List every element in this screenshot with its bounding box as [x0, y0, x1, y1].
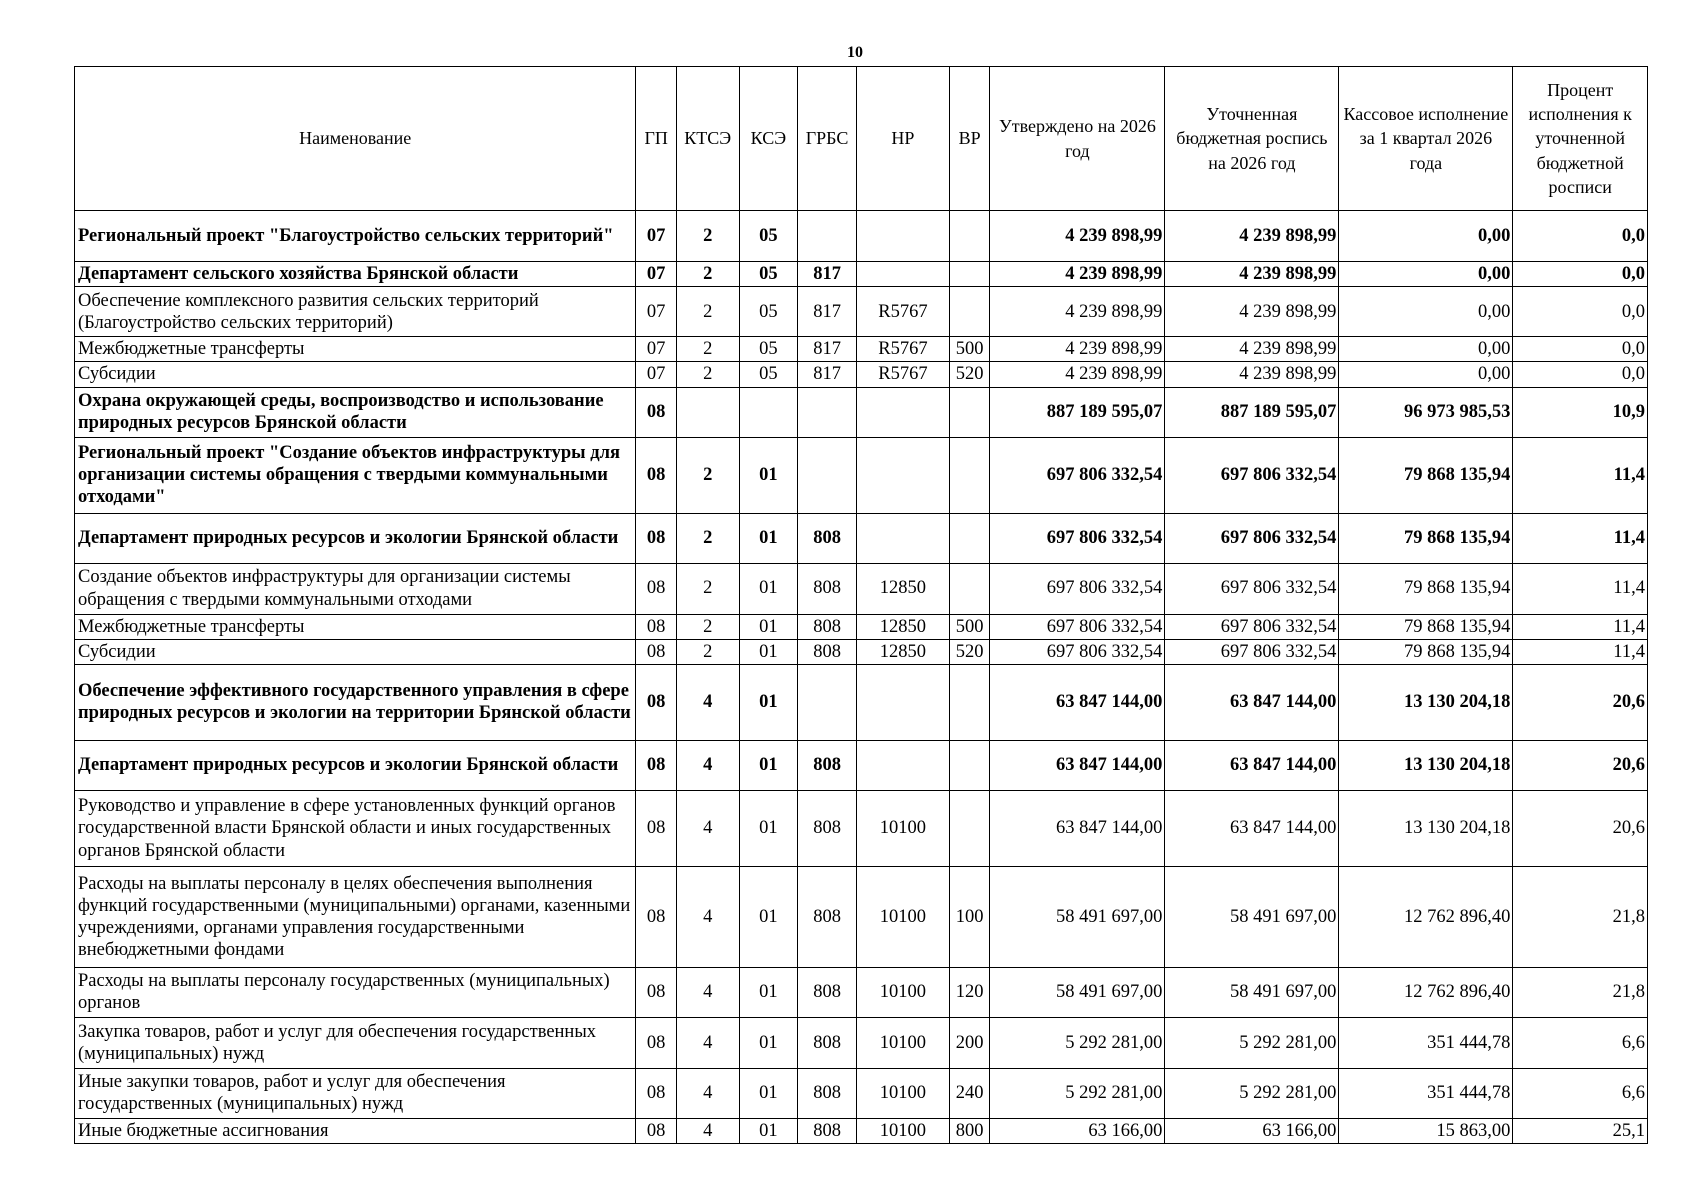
cell-kse: 01: [739, 513, 798, 563]
cell-percent: 11,4: [1513, 437, 1648, 513]
cell-grbs: 808: [798, 513, 857, 563]
cell-ktse: 2: [676, 639, 739, 664]
page-number: 10: [847, 44, 863, 61]
cell-ktse: [676, 387, 739, 437]
cell-name: Расходы на выплаты персоналу государственных (муниципальных) органов: [75, 967, 636, 1017]
cell-refined: 4 239 898,99: [1165, 262, 1339, 287]
cell-kse: 05: [739, 362, 798, 387]
table-row: [75, 740, 1648, 790]
cell-kse: 01: [739, 563, 798, 614]
cell-name: Департамент природных ресурсов и экологии Брянской области: [75, 740, 636, 790]
cell-kse: 01: [739, 866, 798, 967]
cell-approved: 5 292 281,00: [990, 1017, 1165, 1068]
cell-approved: 4 239 898,99: [990, 362, 1165, 387]
cell-nr: 10100: [856, 866, 949, 967]
cell-ktse: 2: [676, 614, 739, 639]
cell-gp: 08: [636, 387, 676, 437]
cell-nr: 10100: [856, 967, 949, 1017]
header-percent: Процент исполнения к уточненной бюджетной росписи: [1513, 67, 1648, 211]
cell-nr: R5767: [856, 287, 949, 337]
cell-approved: 697 806 332,54: [990, 513, 1165, 563]
cell-refined: 697 806 332,54: [1165, 563, 1339, 614]
cell-grbs: 808: [798, 614, 857, 639]
cell-ktse: 2: [676, 362, 739, 387]
cell-refined: 63 847 144,00: [1165, 740, 1339, 790]
cell-ktse: 4: [676, 790, 739, 866]
cell-nr: R5767: [856, 362, 949, 387]
table-row: [75, 1118, 1648, 1143]
cell-grbs: [798, 664, 857, 740]
cell-nr: R5767: [856, 337, 949, 362]
table-row: [75, 639, 1648, 664]
cell-grbs: 808: [798, 866, 857, 967]
cell-refined: 4 239 898,99: [1165, 211, 1339, 262]
cell-gp: 08: [636, 1068, 676, 1118]
cell-vr: [949, 287, 989, 337]
cell-cash: 0,00: [1339, 362, 1513, 387]
cell-name: Департамент природных ресурсов и экологии Брянской области: [75, 513, 636, 563]
budget-table: [74, 66, 1648, 1144]
table-row: [75, 262, 1648, 287]
cell-grbs: 808: [798, 1017, 857, 1068]
cell-approved: 63 166,00: [990, 1118, 1165, 1143]
cell-percent: 0,0: [1513, 362, 1648, 387]
cell-kse: 01: [739, 1068, 798, 1118]
table-row: [75, 967, 1648, 1017]
cell-vr: 520: [949, 639, 989, 664]
cell-vr: 800: [949, 1118, 989, 1143]
cell-nr: [856, 664, 949, 740]
cell-percent: 0,0: [1513, 262, 1648, 287]
cell-ktse: 2: [676, 211, 739, 262]
cell-grbs: 808: [798, 1118, 857, 1143]
header-cash: Кассовое исполнение за 1 квартал 2026 года: [1339, 67, 1513, 211]
cell-gp: 08: [636, 614, 676, 639]
cell-kse: 01: [739, 1017, 798, 1068]
cell-grbs: 817: [798, 262, 857, 287]
cell-name: Расходы на выплаты персоналу в целях обеспечения выполнения функций государственными (муниципальными) органами, казенными учреждениями, органами управления государственными внебюджетными фондами: [75, 866, 636, 967]
cell-nr: 10100: [856, 790, 949, 866]
cell-refined: 5 292 281,00: [1165, 1068, 1339, 1118]
cell-gp: 07: [636, 211, 676, 262]
cell-kse: 01: [739, 967, 798, 1017]
cell-nr: 10100: [856, 1017, 949, 1068]
cell-approved: 58 491 697,00: [990, 866, 1165, 967]
cell-gp: 08: [636, 866, 676, 967]
cell-percent: 11,4: [1513, 614, 1648, 639]
cell-ktse: 4: [676, 1017, 739, 1068]
cell-kse: 05: [739, 287, 798, 337]
cell-refined: 4 239 898,99: [1165, 287, 1339, 337]
cell-cash: 351 444,78: [1339, 1068, 1513, 1118]
cell-refined: 58 491 697,00: [1165, 866, 1339, 967]
table-row: [75, 437, 1648, 513]
header-gp: ГП: [636, 67, 676, 211]
cell-percent: 6,6: [1513, 1017, 1648, 1068]
table-row: [75, 1068, 1648, 1118]
cell-name: Охрана окружающей среды, воспроизводство и использование природных ресурсов Брянской области: [75, 387, 636, 437]
cell-percent: 21,8: [1513, 866, 1648, 967]
cell-vr: [949, 513, 989, 563]
cell-vr: [949, 790, 989, 866]
cell-cash: 13 130 204,18: [1339, 740, 1513, 790]
cell-cash: 15 863,00: [1339, 1118, 1513, 1143]
table-row: [75, 1017, 1648, 1068]
cell-ktse: 2: [676, 287, 739, 337]
cell-gp: 08: [636, 1017, 676, 1068]
cell-name: Обеспечение эффективного государственного управления в сфере природных ресурсов и экологии на территории Брянской области: [75, 664, 636, 740]
table-row: [75, 287, 1648, 337]
cell-percent: 20,6: [1513, 790, 1648, 866]
cell-name: Межбюджетные трансферты: [75, 614, 636, 639]
cell-ktse: 4: [676, 967, 739, 1017]
cell-kse: 01: [739, 790, 798, 866]
cell-grbs: [798, 437, 857, 513]
cell-gp: 07: [636, 362, 676, 387]
cell-refined: 887 189 595,07: [1165, 387, 1339, 437]
cell-gp: 08: [636, 740, 676, 790]
cell-nr: [856, 437, 949, 513]
cell-grbs: [798, 387, 857, 437]
cell-kse: 01: [739, 740, 798, 790]
header-ktse: КТСЭ: [676, 67, 739, 211]
table-row: [75, 387, 1648, 437]
cell-approved: 4 239 898,99: [990, 262, 1165, 287]
cell-nr: [856, 513, 949, 563]
cell-vr: 500: [949, 337, 989, 362]
cell-refined: 63 847 144,00: [1165, 790, 1339, 866]
cell-refined: 5 292 281,00: [1165, 1017, 1339, 1068]
cell-refined: 63 166,00: [1165, 1118, 1339, 1143]
cell-cash: 79 868 135,94: [1339, 639, 1513, 664]
cell-grbs: 817: [798, 362, 857, 387]
cell-approved: 697 806 332,54: [990, 614, 1165, 639]
cell-name: Региональный проект "Создание объектов инфраструктуры для организации системы обращения с твердыми коммунальными отходами": [75, 437, 636, 513]
cell-vr: [949, 740, 989, 790]
cell-percent: 10,9: [1513, 387, 1648, 437]
cell-percent: 25,1: [1513, 1118, 1648, 1143]
cell-percent: 20,6: [1513, 664, 1648, 740]
cell-refined: 4 239 898,99: [1165, 362, 1339, 387]
cell-kse: 05: [739, 211, 798, 262]
cell-kse: 01: [739, 437, 798, 513]
cell-cash: 13 130 204,18: [1339, 664, 1513, 740]
cell-ktse: 4: [676, 740, 739, 790]
header-name: Наименование: [75, 67, 636, 211]
cell-grbs: 808: [798, 639, 857, 664]
cell-grbs: 817: [798, 337, 857, 362]
cell-cash: 13 130 204,18: [1339, 790, 1513, 866]
cell-vr: 100: [949, 866, 989, 967]
header-kse: КСЭ: [739, 67, 798, 211]
cell-grbs: [798, 211, 857, 262]
cell-vr: [949, 563, 989, 614]
cell-nr: 12850: [856, 563, 949, 614]
cell-refined: 697 806 332,54: [1165, 513, 1339, 563]
cell-nr: 10100: [856, 1068, 949, 1118]
cell-name: Руководство и управление в сфере установленных функций органов государственной власти Брянской области и иных государственных органов Брянской области: [75, 790, 636, 866]
table-row: [75, 513, 1648, 563]
header-refined: Уточненная бюджетная роспись на 2026 год: [1165, 67, 1339, 211]
cell-gp: 08: [636, 967, 676, 1017]
cell-ktse: 2: [676, 513, 739, 563]
cell-vr: 500: [949, 614, 989, 639]
cell-gp: 08: [636, 790, 676, 866]
cell-ktse: 2: [676, 262, 739, 287]
cell-grbs: 808: [798, 563, 857, 614]
cell-kse: 05: [739, 337, 798, 362]
cell-gp: 08: [636, 1118, 676, 1143]
cell-cash: 12 762 896,40: [1339, 967, 1513, 1017]
cell-percent: 0,0: [1513, 211, 1648, 262]
cell-nr: 10100: [856, 1118, 949, 1143]
cell-ktse: 2: [676, 563, 739, 614]
cell-percent: 11,4: [1513, 639, 1648, 664]
cell-cash: 79 868 135,94: [1339, 437, 1513, 513]
header-vr: ВР: [949, 67, 989, 211]
cell-gp: 08: [636, 664, 676, 740]
cell-cash: 351 444,78: [1339, 1017, 1513, 1068]
cell-gp: 08: [636, 437, 676, 513]
cell-nr: 12850: [856, 614, 949, 639]
cell-percent: 11,4: [1513, 563, 1648, 614]
cell-vr: [949, 387, 989, 437]
cell-grbs: 808: [798, 740, 857, 790]
cell-name: Иные закупки товаров, работ и услуг для обеспечения государственных (муниципальных) нужд: [75, 1068, 636, 1118]
table-row: [75, 664, 1648, 740]
table-header-row: [75, 67, 1648, 211]
cell-name: Субсидии: [75, 362, 636, 387]
cell-kse: 01: [739, 664, 798, 740]
cell-approved: 697 806 332,54: [990, 639, 1165, 664]
cell-ktse: 4: [676, 866, 739, 967]
cell-vr: 520: [949, 362, 989, 387]
cell-approved: 63 847 144,00: [990, 790, 1165, 866]
cell-gp: 08: [636, 639, 676, 664]
cell-ktse: 4: [676, 1118, 739, 1143]
cell-name: Обеспечение комплексного развития сельских территорий (Благоустройство сельских территорий): [75, 287, 636, 337]
cell-name: Межбюджетные трансферты: [75, 337, 636, 362]
cell-cash: 79 868 135,94: [1339, 563, 1513, 614]
table-row: [75, 337, 1648, 362]
cell-cash: 0,00: [1339, 211, 1513, 262]
cell-percent: 11,4: [1513, 513, 1648, 563]
cell-approved: 697 806 332,54: [990, 437, 1165, 513]
cell-approved: 887 189 595,07: [990, 387, 1165, 437]
cell-cash: 12 762 896,40: [1339, 866, 1513, 967]
cell-refined: 63 847 144,00: [1165, 664, 1339, 740]
cell-cash: 0,00: [1339, 287, 1513, 337]
cell-kse: [739, 387, 798, 437]
cell-gp: 07: [636, 262, 676, 287]
cell-vr: [949, 437, 989, 513]
cell-cash: 79 868 135,94: [1339, 513, 1513, 563]
cell-gp: 07: [636, 337, 676, 362]
cell-refined: 697 806 332,54: [1165, 614, 1339, 639]
cell-percent: 6,6: [1513, 1068, 1648, 1118]
cell-refined: 697 806 332,54: [1165, 437, 1339, 513]
cell-cash: 0,00: [1339, 337, 1513, 362]
cell-refined: 58 491 697,00: [1165, 967, 1339, 1017]
cell-percent: 21,8: [1513, 967, 1648, 1017]
cell-ktse: 4: [676, 1068, 739, 1118]
cell-approved: 4 239 898,99: [990, 211, 1165, 262]
cell-grbs: 808: [798, 967, 857, 1017]
cell-nr: [856, 262, 949, 287]
cell-approved: 4 239 898,99: [990, 337, 1165, 362]
cell-name: Субсидии: [75, 639, 636, 664]
cell-approved: 63 847 144,00: [990, 740, 1165, 790]
cell-vr: 200: [949, 1017, 989, 1068]
cell-kse: 01: [739, 1118, 798, 1143]
cell-kse: 01: [739, 614, 798, 639]
cell-kse: 05: [739, 262, 798, 287]
cell-nr: [856, 211, 949, 262]
cell-vr: [949, 262, 989, 287]
cell-nr: [856, 740, 949, 790]
table-row: [75, 866, 1648, 967]
cell-approved: 5 292 281,00: [990, 1068, 1165, 1118]
cell-grbs: 817: [798, 287, 857, 337]
cell-name: Департамент сельского хозяйства Брянской области: [75, 262, 636, 287]
cell-grbs: 808: [798, 790, 857, 866]
table-row: [75, 614, 1648, 639]
header-approved: Утверждено на 2026 год: [990, 67, 1165, 211]
cell-name: Региональный проект "Благоустройство сельских территорий": [75, 211, 636, 262]
cell-ktse: 4: [676, 664, 739, 740]
cell-refined: 4 239 898,99: [1165, 337, 1339, 362]
cell-approved: 58 491 697,00: [990, 967, 1165, 1017]
cell-approved: 63 847 144,00: [990, 664, 1165, 740]
cell-name: Создание объектов инфраструктуры для организации системы обращения с твердыми коммунальными отходами: [75, 563, 636, 614]
cell-percent: 20,6: [1513, 740, 1648, 790]
table-row: [75, 362, 1648, 387]
cell-approved: 4 239 898,99: [990, 287, 1165, 337]
cell-name: Закупка товаров, работ и услуг для обеспечения государственных (муниципальных) нужд: [75, 1017, 636, 1068]
cell-name: Иные бюджетные ассигнования: [75, 1118, 636, 1143]
cell-nr: 12850: [856, 639, 949, 664]
cell-ktse: 2: [676, 437, 739, 513]
cell-vr: 240: [949, 1068, 989, 1118]
cell-approved: 697 806 332,54: [990, 563, 1165, 614]
table-row: [75, 790, 1648, 866]
cell-gp: 08: [636, 563, 676, 614]
cell-cash: 79 868 135,94: [1339, 614, 1513, 639]
cell-grbs: 808: [798, 1068, 857, 1118]
cell-gp: 07: [636, 287, 676, 337]
table-body: [75, 211, 1648, 1144]
cell-gp: 08: [636, 513, 676, 563]
cell-vr: [949, 211, 989, 262]
cell-percent: 0,0: [1513, 337, 1648, 362]
cell-kse: 01: [739, 639, 798, 664]
cell-percent: 0,0: [1513, 287, 1648, 337]
cell-refined: 697 806 332,54: [1165, 639, 1339, 664]
cell-cash: 0,00: [1339, 262, 1513, 287]
cell-vr: [949, 664, 989, 740]
cell-vr: 120: [949, 967, 989, 1017]
header-grbs: ГРБС: [798, 67, 857, 211]
header-nr: НР: [856, 67, 949, 211]
cell-ktse: 2: [676, 337, 739, 362]
table-row: [75, 563, 1648, 614]
table-row: [75, 211, 1648, 262]
cell-nr: [856, 387, 949, 437]
cell-cash: 96 973 985,53: [1339, 387, 1513, 437]
